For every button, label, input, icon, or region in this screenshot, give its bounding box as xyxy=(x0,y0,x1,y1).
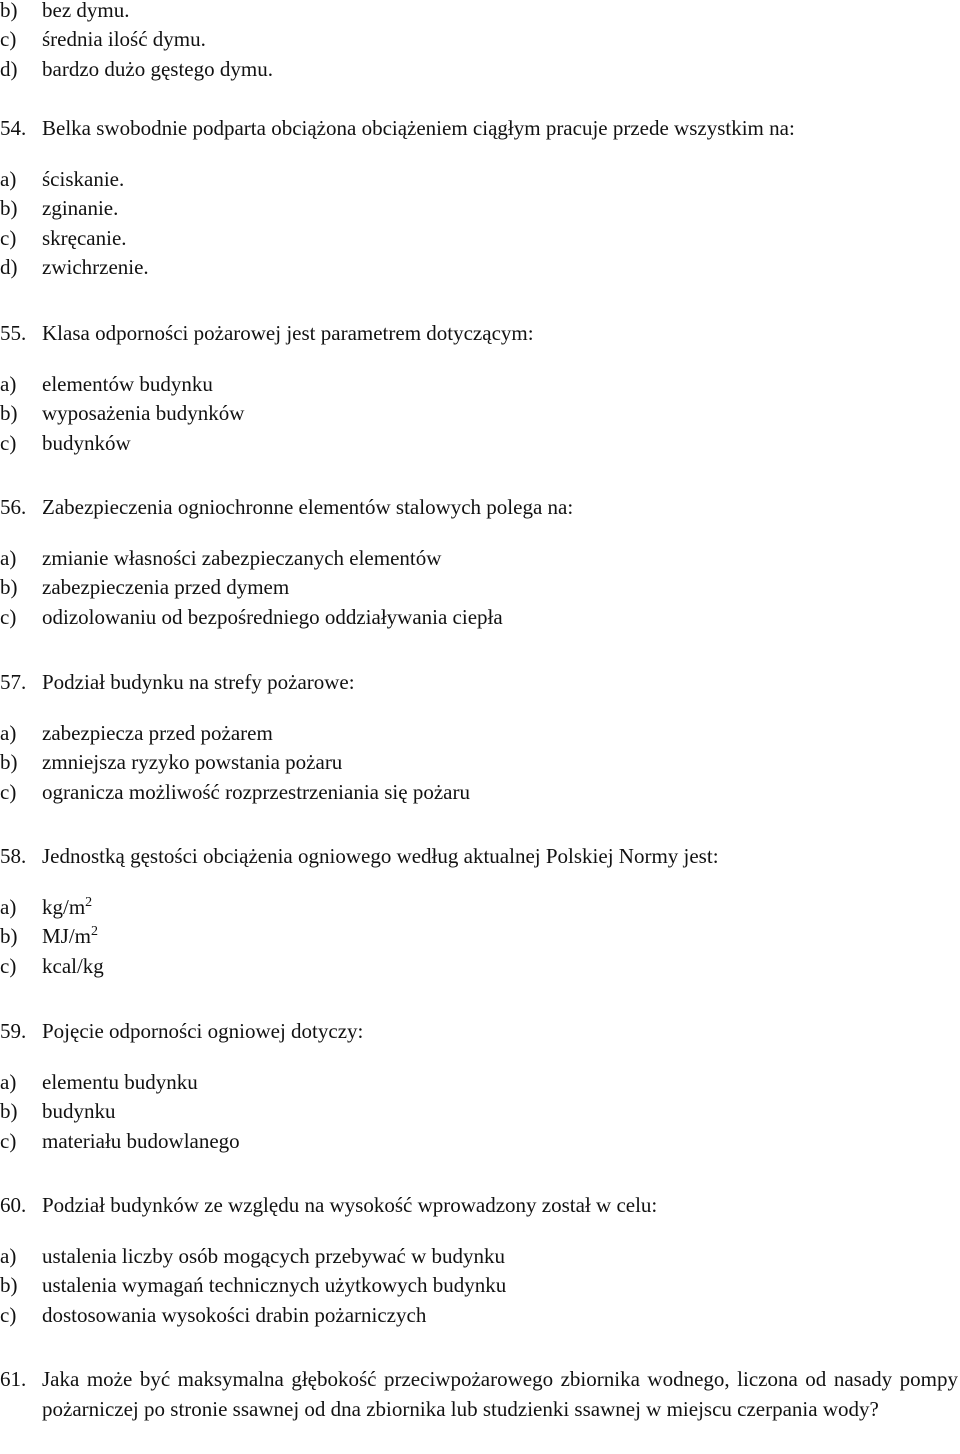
answer-label: c) xyxy=(0,779,17,804)
answer-label: a) xyxy=(0,721,17,745)
unit-text: kg/m xyxy=(42,895,86,919)
unit-exponent: 2 xyxy=(85,895,93,910)
answer-text: budynków xyxy=(42,430,131,455)
answer-option xyxy=(0,253,958,282)
answer-text: bez dymu. xyxy=(42,0,130,22)
answer-label: b) xyxy=(0,1099,18,1124)
answer-text: zginanie. xyxy=(42,196,119,221)
question-number: 56. xyxy=(0,495,27,519)
answer-text xyxy=(42,893,958,922)
answer-text: średnia ilość dymu. xyxy=(42,27,206,52)
answer-text: ustalenia wymagań technicznych użytkowych budynku xyxy=(42,1273,507,1298)
answer-option xyxy=(0,1097,958,1126)
answer-option xyxy=(0,370,958,399)
answer-text: elementów budynku xyxy=(42,372,213,396)
answer-option xyxy=(0,224,958,253)
answer-option xyxy=(0,1242,958,1271)
question-55 xyxy=(0,318,958,458)
answer-text: ściskanie. xyxy=(42,167,125,191)
answer-label: c) xyxy=(0,430,17,455)
answer-label: b) xyxy=(0,401,18,426)
answer-label: a) xyxy=(0,1244,17,1268)
answer-text: skręcanie. xyxy=(42,225,127,250)
question-59 xyxy=(0,1016,958,1156)
answer-option xyxy=(0,55,958,84)
answer-label: c) xyxy=(0,225,17,250)
answer-text: zabezpieczenia przed dymem xyxy=(42,575,290,600)
question-60 xyxy=(0,1190,958,1330)
answer-text: ustalenia liczby osób mogących przebywać w budynku xyxy=(42,1244,506,1268)
answer-option xyxy=(0,0,958,25)
answer-label: a) xyxy=(0,167,17,191)
answer-option xyxy=(0,544,958,573)
question-number: 58. xyxy=(0,844,27,868)
answer-option xyxy=(0,25,958,54)
answer-option xyxy=(0,399,958,428)
answer-text: dostosowania wysokości drabin pożarniczych xyxy=(42,1302,427,1327)
question-58 xyxy=(0,841,958,981)
answer-option xyxy=(0,893,958,922)
answer-text: ogranicza możliwość rozprzestrzeniania się pożaru xyxy=(42,779,470,804)
answer-option xyxy=(0,573,958,602)
answer-label: d) xyxy=(0,254,18,279)
answer-option xyxy=(0,1271,958,1300)
answer-label: a) xyxy=(0,546,17,570)
answer-text: bardzo dużo gęstego dymu. xyxy=(42,56,273,81)
question-number: 55. xyxy=(0,321,27,345)
answer-option xyxy=(0,429,958,458)
unit-text: MJ/m xyxy=(42,924,92,949)
answer-label: c) xyxy=(0,953,17,978)
answer-text: odizolowaniu od bezpośredniego oddziaływania ciepła xyxy=(42,604,503,629)
question-text: Pojęcie odporności ogniowej dotyczy: xyxy=(42,1019,364,1043)
answer-label: c) xyxy=(0,27,17,52)
question-text: Zabezpieczenia ogniochronne elementów stalowych polega na: xyxy=(42,495,574,519)
answer-text: zmianie własności zabezpieczanych elementów xyxy=(42,546,442,570)
answer-label: b) xyxy=(0,196,18,221)
question-61 xyxy=(0,1364,958,1424)
question-text: Jednostką gęstości obciążenia ogniowego według aktualnej Polskiej Normy jest: xyxy=(42,844,719,868)
question-text: Belka swobodnie podparta obciążona obciążeniem ciągłym pracuje przede wszystkim na: xyxy=(42,116,795,140)
answer-text: budynku xyxy=(42,1099,116,1124)
answer-label: a) xyxy=(0,372,17,396)
answer-label: a) xyxy=(0,895,17,919)
question-number: 60. xyxy=(0,1193,27,1217)
question-number: 61. xyxy=(0,1367,27,1391)
answer-label: b) xyxy=(0,1273,18,1298)
question-text: Podział budynku na strefy pożarowe: xyxy=(42,670,355,694)
answer-label: c) xyxy=(0,1128,17,1153)
answer-text: zmniejsza ryzyko powstania pożaru xyxy=(42,750,343,775)
answer-option xyxy=(0,778,958,807)
answer-text: elementu budynku xyxy=(42,1070,198,1094)
answer-option xyxy=(0,922,958,951)
answer-option xyxy=(0,1301,958,1330)
answer-option xyxy=(0,952,958,981)
answer-label: c) xyxy=(0,604,17,629)
answer-option xyxy=(0,719,958,748)
answer-text xyxy=(42,922,958,951)
carryover-answers xyxy=(0,0,958,84)
answer-label: b) xyxy=(0,924,18,949)
question-number: 57. xyxy=(0,670,27,694)
answer-text: materiału budowlanego xyxy=(42,1128,240,1153)
question-57 xyxy=(0,667,958,807)
question-text: Jaka może być maksymalna głębokość przeciwpożarowego zbiornika wodnego, liczona od nasady pompy pożarniczej po stronie ssawnej od dna zbiornika lub studzienki ssawnej w miejscu czerpania wody? xyxy=(42,1367,958,1421)
answer-text: zwichrzenie. xyxy=(42,254,149,279)
question-number: 54. xyxy=(0,116,27,140)
question-54 xyxy=(0,113,958,282)
question-text: Podział budynków ze względu na wysokość wprowadzony został w celu: xyxy=(42,1193,658,1217)
answer-option xyxy=(0,1068,958,1097)
answer-text: wyposażenia budynków xyxy=(42,401,245,426)
answer-label: b) xyxy=(0,575,18,600)
question-number: 59. xyxy=(0,1019,27,1043)
answer-option xyxy=(0,748,958,777)
answer-label: c) xyxy=(0,1302,17,1327)
answer-option xyxy=(0,165,958,194)
answer-option xyxy=(0,603,958,632)
answer-text: zabezpiecza przed pożarem xyxy=(42,721,273,745)
unit-exponent: 2 xyxy=(91,924,99,940)
answer-option xyxy=(0,194,958,223)
answer-text: kcal/kg xyxy=(42,953,104,978)
answer-label: b) xyxy=(0,750,18,775)
answer-label: a) xyxy=(0,1070,17,1094)
answer-label: d) xyxy=(0,56,18,81)
answer-option xyxy=(0,1127,958,1156)
answer-label: b) xyxy=(0,0,18,22)
question-56 xyxy=(0,492,958,632)
question-text: Klasa odporności pożarowej jest parametrem dotyczącym: xyxy=(42,321,534,345)
